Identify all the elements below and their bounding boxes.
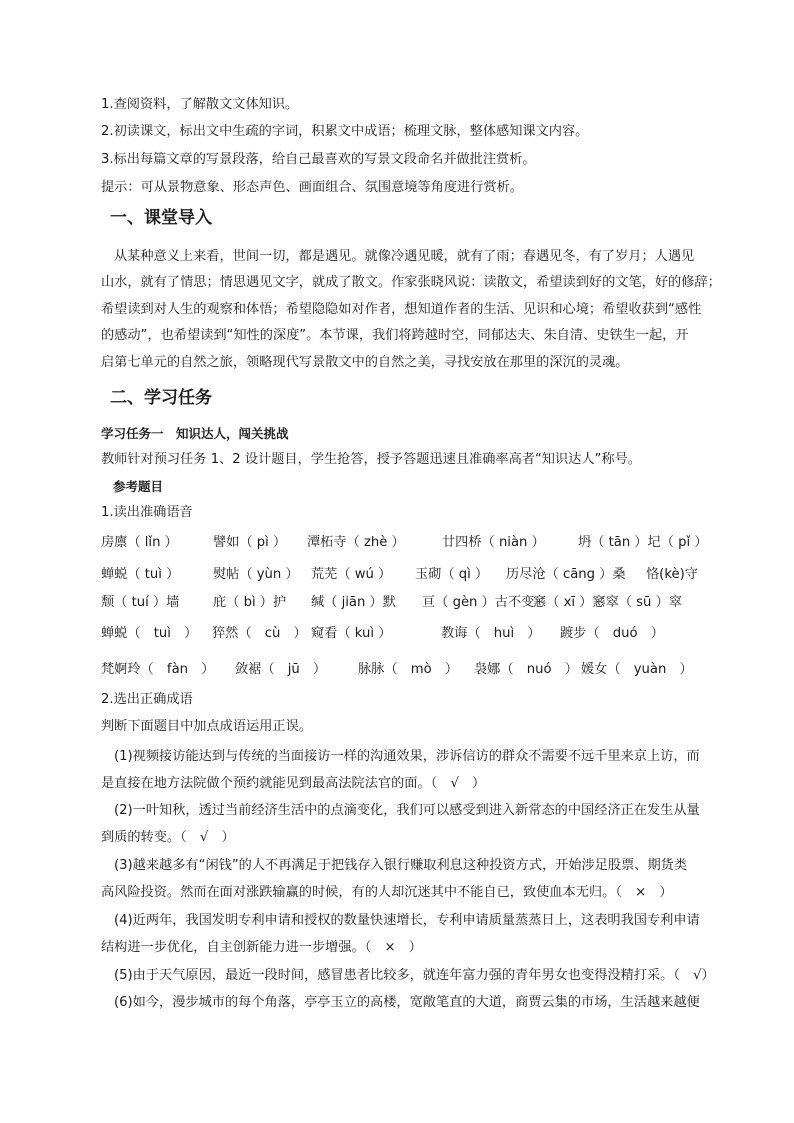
pinyin-item: 蝉蜕（ tuì ）	[101, 626, 198, 641]
item-2-line-2: 到质的转变。（ √ ）	[101, 830, 235, 845]
pinyin-item: 踱步（ duó ）	[560, 626, 664, 641]
item-1-line-1: (1)视频接访能达到与传统的当面接访一样的沟通效果，涉诉信访的群众不需要不远千里来京上访，而	[114, 749, 700, 764]
intro-line-2: 山水，就有了情思；情思遇见文字，就成了散文。作家张晓风说：读散文，希望读到好的文笔，好的修辞；	[101, 275, 721, 290]
pinyin-item: 房廪（ lǐn ）	[101, 535, 178, 550]
section-heading-tasks: 二、学习任务	[110, 388, 212, 408]
section-heading-intro: 一、课堂导入	[110, 208, 212, 228]
intro-line-4: 的感动”，也希望读到“知性的深度”。本节课，我们将跨越时空，同郁达夫、朱自清、史铁生一起，开	[101, 328, 689, 343]
item-6-line-1: (6)如今，漫步城市的每个角落，亭亭玉立的高楼，宽敞笔直的大道，商贾云集的市场，生活越来越便	[114, 995, 700, 1010]
prep-line-2: 2.初读课文，标出文中生疏的字词，积累文中成语；梳理文脉，整体感知课文内容。	[101, 124, 589, 139]
reference-label: 参考题目	[113, 479, 164, 494]
task-1-title: 学习任务一 知识达人，闯关挑战	[101, 426, 289, 441]
pinyin-item: 荒芜（ wú ）	[311, 567, 392, 582]
item-3-line-1: (3)越来越多有“闲钱”的人不再满足于把钱存入银行赚取利息这种投资方式，开始涉足股票、期货类	[114, 858, 688, 873]
pinyin-item: 媛女（ yuàn ）	[581, 662, 693, 677]
pinyin-item: 袅娜（ nuó ）	[474, 662, 578, 677]
pinyin-item: 廿四桥（ niàn ）	[442, 535, 545, 550]
pinyin-item: 恪(kè)守	[646, 567, 698, 582]
intro-line-3: 希望读到对人生的观察和体悟；希望隐隐如对作者，想知道作者的生活、见识和心境；希望收获到“感性	[101, 302, 702, 317]
pinyin-item: 蝉蜕（ tuì ）	[101, 567, 180, 582]
pinyin-item: 敛裾（ jū ）	[235, 662, 327, 677]
pinyin-item: 熨帖（ yùn ）	[213, 567, 299, 582]
pinyin-item: 窥看（ kuì ）	[311, 626, 392, 641]
intro-line-1: 从某种意义上来看，世间一切，都是遇见。就像冷遇见暖，就有了雨；春遇见冬，有了岁月；人遇见	[114, 249, 695, 264]
item-4-line-2: 结构进一步优化，自主创新能力进一步增强。（ × ）	[101, 940, 422, 955]
pinyin-item: 譬如（ pì ）	[213, 535, 287, 550]
pinyin-item: 梵婀玲（ fàn ）	[101, 662, 215, 677]
pinyin-item: 缄（ jiān ）默	[311, 595, 396, 610]
pinyin-item: 玉砌（ qì ）	[415, 567, 489, 582]
pinyin-item: 庇（ bì ）护	[213, 595, 287, 610]
item-4-line-1: (4)近两年，我国发明专利申请和授权的数量快速增长，专利申请质量蒸蒸日上，这表明我国专利申请	[114, 913, 700, 928]
item-1-line-2: 是直接在地方法院做个预约就能见到最高法院法官的面。（ √ ）	[101, 776, 486, 791]
pinyin-item: 颓（ tuí ）墙	[101, 595, 180, 610]
q2-intro: 判断下面题目中加点成语运用正误。	[101, 719, 312, 734]
pinyin-item: 教诲（ huì ）	[441, 626, 541, 641]
prep-line-3: 3.标出每篇文章的写景段落，给自己最喜欢的写景文段命名并做批注赏析。	[101, 152, 536, 167]
intro-line-5: 启第七单元的自然之旅，领略现代写景散文中的自然之美，寻找安放在那里的深沉的灵魂。	[101, 355, 629, 370]
pinyin-item: 脉脉（ mò ）	[358, 662, 459, 677]
item-2-line-1: (2)一叶知秋，透过当前经济生活中的点滴变化，我们可以感受到进入新常态的中国经济正在发生从量	[114, 803, 700, 818]
pinyin-item: 坍（ tān ）圮（ pǐ ）	[578, 535, 708, 550]
item-5-line-1: (5)由于天气原因，最近一段时间，感冒患者比较多，就连年富力强的青年男女也变得没精打采。（ √）	[114, 968, 715, 983]
q1-title: 1.读出准确语音	[101, 505, 193, 520]
pinyin-item: 潭柘寺（ zhè ）	[307, 535, 405, 550]
pinyin-item: 亘（ gèn ）古不变	[422, 595, 535, 610]
prep-hint: 提示：可从景物意象、形态声色、画面组合、氛围意境等角度进行赏析。	[101, 180, 523, 195]
q2-title: 2.选出正确成语	[101, 692, 193, 707]
pinyin-item: 历尽沧（ cāng ）桑	[506, 567, 626, 582]
prep-line-1: 1.查阅资料，了解散文文体知识。	[101, 97, 299, 112]
pinyin-item: 猝然（ cù ）	[212, 626, 307, 641]
item-3-line-2: 高风险投资。然而在面对涨跌输赢的时候，有的人却沉迷其中不能自已，致使血本无归。（ × ）	[101, 885, 673, 900]
task-1-desc: 教师针对预习任务 1、2 设计题目，学生抢答，授予答题迅速且准确率高者“知识达人”称号。	[101, 452, 641, 467]
pinyin-item: 窸（ xī ）窸窣（ sū ）窣	[533, 595, 682, 610]
